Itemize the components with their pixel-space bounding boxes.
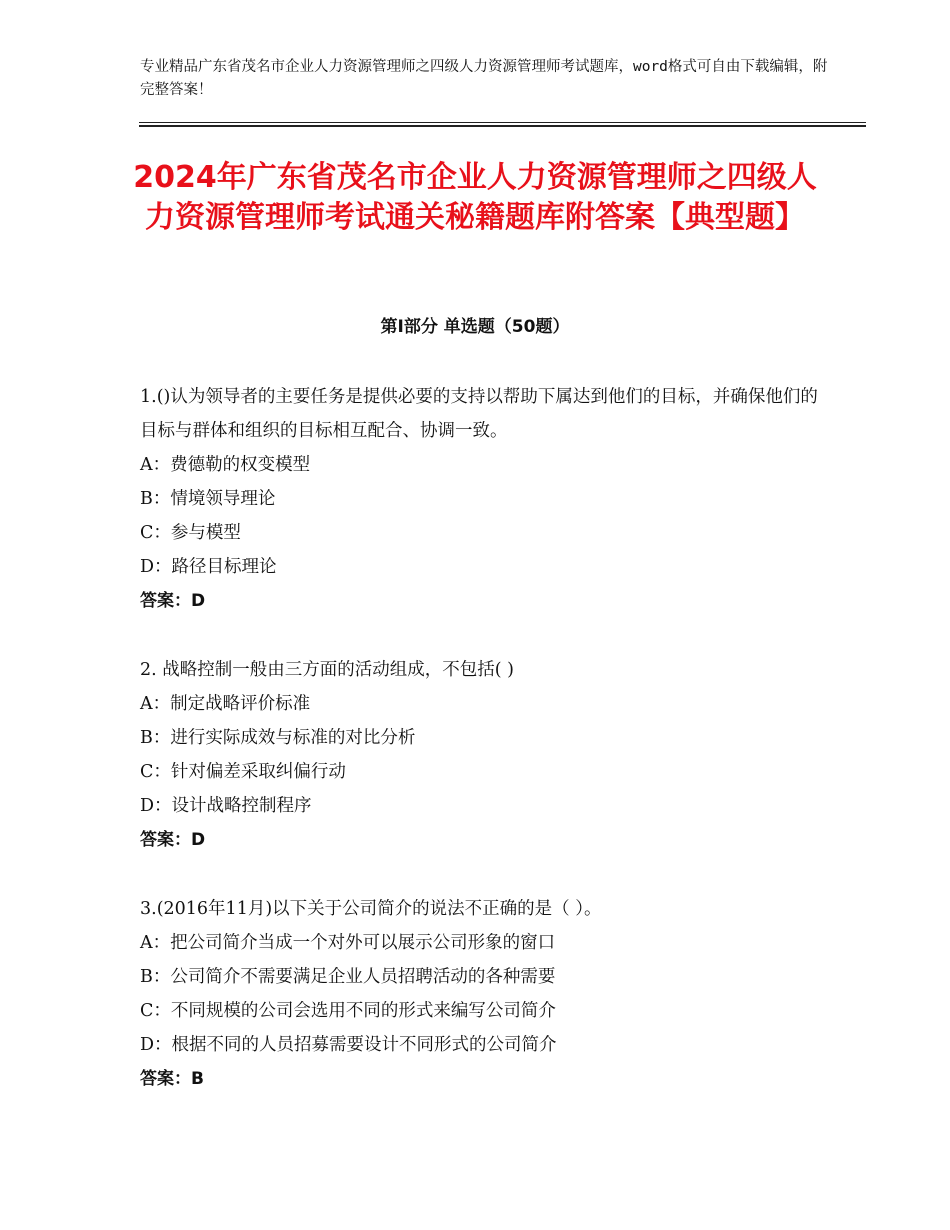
option-c: C：针对偏差采取纠偏行动 bbox=[140, 762, 346, 782]
option-b: B：情境领导理论 bbox=[140, 489, 276, 509]
option-b: B：进行实际成效与标准的对比分析 bbox=[140, 728, 416, 748]
answer-line: 答案：D bbox=[140, 830, 206, 850]
option-d: D：路径目标理论 bbox=[140, 557, 277, 577]
question-stem: 1.()认为领导者的主要任务是提供必要的支持以帮助下属达到他们的目标，并确保他们的目标与群体和组织的目标相互配合、协调一致。 bbox=[140, 387, 818, 441]
question-2 bbox=[140, 653, 820, 857]
question-1 bbox=[140, 380, 820, 618]
header-note: 专业精品广东省茂名市企业人力资源管理师之四级人力资源管理师考试题库，word格式可自由下载编辑，附完整答案！ bbox=[140, 59, 828, 98]
question-stem: 3.(2016年11月)以下关于公司简介的说法不正确的是（ ）。 bbox=[140, 899, 602, 919]
section-title: 第Ⅰ部分 单选题（50题） bbox=[380, 317, 570, 337]
option-c: C：不同规模的公司会选用不同的形式来编写公司简介 bbox=[140, 1001, 556, 1021]
option-a: A：把公司简介当成一个对外可以展示公司形象的窗口 bbox=[140, 933, 556, 953]
option-c: C：参与模型 bbox=[140, 523, 241, 543]
option-d: D：根据不同的人员招募需要设计不同形式的公司简介 bbox=[140, 1035, 557, 1055]
option-b: B：公司简介不需要满足企业人员招聘活动的各种需要 bbox=[140, 967, 556, 987]
header-divider-thick bbox=[139, 125, 866, 127]
question-stem: 2. 战略控制一般由三方面的活动组成，不包括( ) bbox=[140, 660, 514, 680]
header-divider-thin bbox=[139, 122, 866, 123]
answer-line: 答案：B bbox=[140, 1069, 204, 1089]
option-d: D：设计战略控制程序 bbox=[140, 796, 312, 816]
answer-line: 答案：D bbox=[140, 591, 206, 611]
question-3 bbox=[140, 892, 820, 1096]
option-a: A：费德勒的权变模型 bbox=[140, 455, 311, 475]
option-a: A：制定战略评价标准 bbox=[140, 694, 311, 714]
document-title: 2024年广东省茂名市企业人力资源管理师之四级人力资源管理师考试通关秘籍题库附答案【典型题】 bbox=[133, 160, 817, 235]
